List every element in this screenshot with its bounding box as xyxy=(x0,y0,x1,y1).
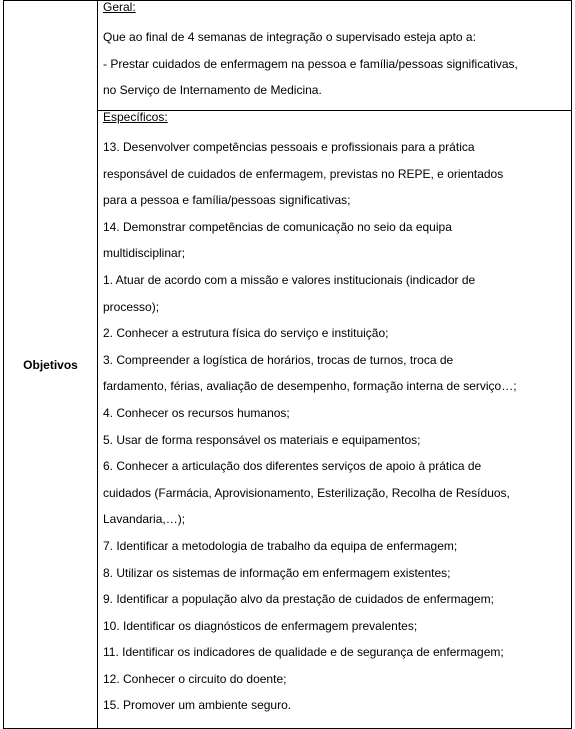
specific-line: 12. Conhecer o circuito do doente; xyxy=(103,671,287,686)
specific-objectives-cell xyxy=(98,111,572,729)
specific-line: Lavandaria,…); xyxy=(103,512,186,527)
specific-line: para a pessoa e família/pessoas significativas; xyxy=(103,193,351,208)
specific-line: multidisciplinar; xyxy=(103,246,186,261)
general-title: Geral: xyxy=(103,0,136,14)
specific-line: responsável de cuidados de enfermagem, previstas no REPE, e orientados xyxy=(103,166,504,181)
specific-line: 7. Identificar a metodologia de trabalho da equipa de enfermagem; xyxy=(103,538,458,553)
specific-line: fardamento, férias, avaliação de desempenho, formação interna de serviço…; xyxy=(103,379,517,394)
specific-line: 10. Identificar os diagnósticos de enfermagem prevalentes; xyxy=(103,618,418,633)
general-line: Que ao final de 4 semanas de integração o supervisado esteja apto a: xyxy=(103,30,476,44)
specific-line: 5. Usar de forma responsável os materiais e equipamentos; xyxy=(103,432,421,447)
specific-line: 4. Conhecer os recursos humanos; xyxy=(103,405,290,420)
specific-title: Específicos: xyxy=(103,110,168,124)
specific-line: 13. Desenvolver competências pessoais e profissionais para a prática xyxy=(103,140,475,154)
specific-line: cuidados (Farmácia, Aprovisionamento, Esterilização, Recolha de Resíduos, xyxy=(103,485,510,500)
specific-line: 8. Utilizar os sistemas de informação em enfermagem existentes; xyxy=(103,565,451,580)
specific-line: 3. Compreender a logística de horários, trocas de turnos, troca de xyxy=(103,352,454,367)
specific-line: 6. Conhecer a articulação dos diferentes serviços de apoio à prática de xyxy=(103,459,482,474)
specific-line: 15. Promover um ambiente seguro. xyxy=(103,698,292,713)
general-line: - Prestar cuidados de enfermagem na pessoa e família/pessoas significativas, xyxy=(103,56,518,71)
general-line: no Serviço de Internamento de Medicina. xyxy=(103,83,322,98)
specific-line: 14. Demonstrar competências de comunicação no seio da equipa xyxy=(103,219,452,234)
general-objectives-row xyxy=(4,1,572,111)
specific-line: processo); xyxy=(103,299,160,314)
specific-line: 2. Conhecer a estrutura física do serviço e instituição; xyxy=(103,326,389,341)
objectives-label-cell xyxy=(4,1,98,729)
specific-line: 1. Atuar de acordo com a missão e valores institucionais (indicador de xyxy=(103,272,476,287)
objectives-table xyxy=(3,0,572,729)
objectives-label: Objetivos xyxy=(23,357,78,372)
specific-line: 9. Identificar a população alvo da prestação de cuidados de enfermagem; xyxy=(103,592,494,607)
specific-line: 11. Identificar os indicadores de qualidade e de segurança de enfermagem; xyxy=(103,645,504,660)
general-objectives-cell xyxy=(98,1,572,111)
